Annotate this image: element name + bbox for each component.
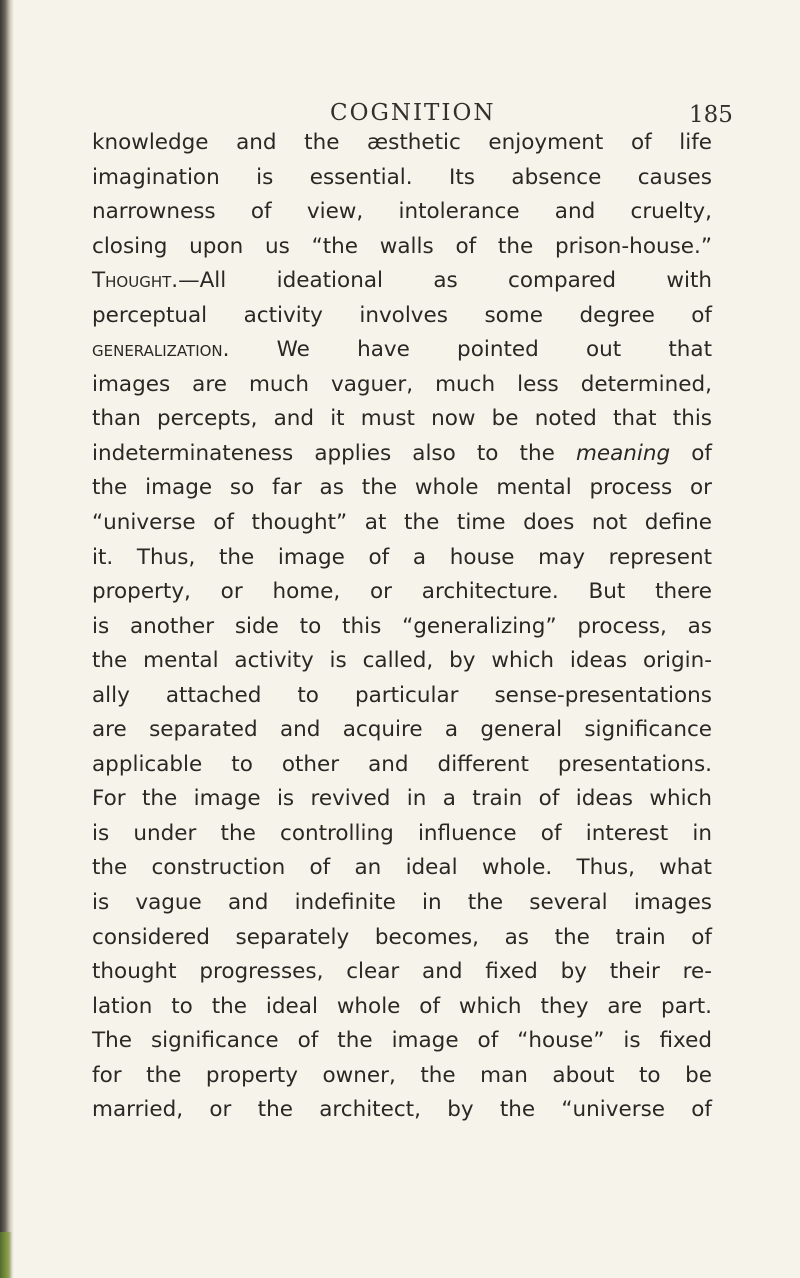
section-heading-thought: Thought — [92, 268, 172, 294]
text-line-meaning — [92, 437, 712, 472]
text-line: is under the controlling influence of interest in — [92, 820, 712, 846]
text-line: For the image is revived in a train of ideas which — [92, 786, 712, 812]
text-line: it. Thus, the image of a house may represent — [92, 544, 712, 570]
text-line: imagination is essential. Its absence causes — [92, 164, 712, 190]
term-generalization: generalization — [92, 337, 223, 363]
text-line: the construction of an ideal whole. Thus, what — [92, 855, 712, 881]
text-line: thought progresses, clear and fixed by their re- — [92, 959, 712, 985]
page-edge-mark — [0, 1232, 12, 1278]
text-line: the image so far as the whole mental process or — [92, 475, 712, 501]
text-line-last: married, or the architect, by the “universe of — [92, 1097, 712, 1123]
text-line: than percepts, and it must now be noted that this — [92, 406, 712, 432]
text-line: ally attached to particular sense-presentations — [92, 682, 712, 708]
text-line: images are much vaguer, much less determined, — [92, 371, 712, 397]
text-run: .—All ideational as compared with — [171, 268, 712, 294]
text-line: are separated and acquire a general significance — [92, 717, 712, 743]
emphasis-meaning: meaning — [575, 440, 671, 466]
body-text — [92, 126, 712, 1128]
text-line-generalization — [92, 333, 712, 368]
text-run: . We have pointed out that — [222, 337, 712, 363]
text-line: is vague and indefinite in the several images — [92, 890, 712, 916]
text-line: property, or home, or architecture. But there — [92, 579, 712, 605]
text-line: lation to the ideal whole of which they are part. — [92, 993, 712, 1019]
text-line: closing upon us “the walls of the prison-house.” — [92, 233, 712, 259]
running-head-title: COGNITION — [330, 100, 496, 126]
text-line: perceptual activity involves some degree of — [92, 302, 712, 328]
text-line: the mental activity is called, by which ideas origin- — [92, 648, 712, 674]
text-run: of — [670, 440, 712, 466]
text-line: applicable to other and different presentations. — [92, 751, 712, 777]
text-line: The significance of the image of “house” is fixed — [92, 1028, 712, 1054]
text-line: knowledge and the æsthetic enjoyment of life — [92, 130, 712, 155]
text-line: narrowness of view, intolerance and cruelty, — [92, 199, 712, 225]
text-line: is another side to this “generalizing” process, as — [92, 613, 712, 639]
page-number: 185 — [689, 102, 733, 128]
text-line: “universe of thought” at the time does not define — [92, 510, 712, 536]
text-line: considered separately becomes, as the train of — [92, 924, 712, 950]
text-run: indeterminateness applies also to the — [92, 440, 576, 466]
text-line: for the property owner, the man about to be — [92, 1062, 712, 1088]
book-spine-shadow — [0, 0, 14, 1278]
text-line-section-thought — [92, 264, 712, 299]
